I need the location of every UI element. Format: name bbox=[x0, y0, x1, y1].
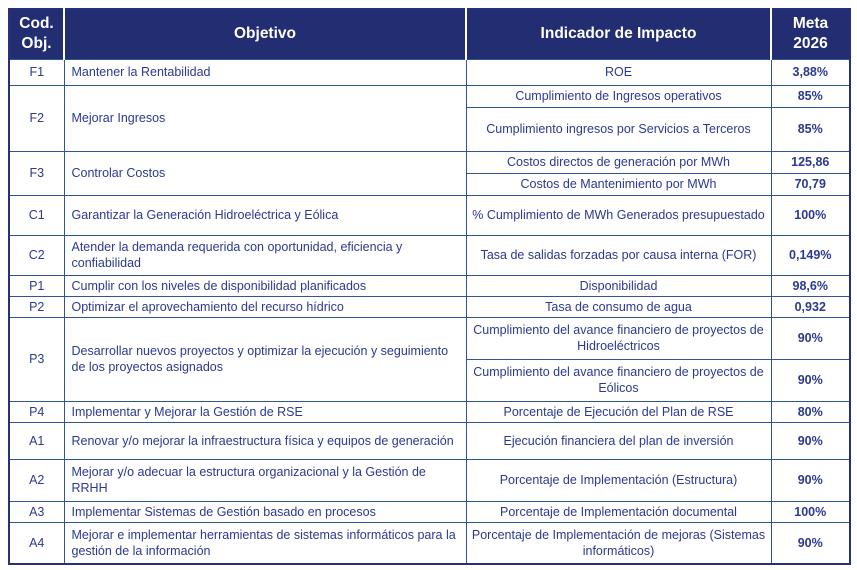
meta-value: 100% bbox=[771, 195, 850, 235]
objective-text: Cumplir con los niveles de disponibilidad planificados bbox=[64, 275, 466, 296]
objective-code: A3 bbox=[9, 501, 64, 522]
meta-value: 90% bbox=[771, 317, 850, 359]
indicator-text: Disponibilidad bbox=[466, 275, 771, 296]
meta-value: 0,149% bbox=[771, 235, 850, 275]
objective-text: Mejorar Ingresos bbox=[64, 85, 466, 151]
meta-value: 98,6% bbox=[771, 275, 850, 296]
table-row bbox=[9, 85, 850, 107]
table-row bbox=[9, 59, 850, 85]
objective-code: A2 bbox=[9, 459, 64, 501]
meta-value: 90% bbox=[771, 422, 850, 459]
indicator-text: % Cumplimiento de MWh Generados presupuestado bbox=[466, 195, 771, 235]
indicator-text: Cumplimiento de Ingresos operativos bbox=[466, 85, 771, 107]
objective-code: F3 bbox=[9, 151, 64, 195]
meta-value: 125,86 bbox=[771, 151, 850, 173]
meta-value: 90% bbox=[771, 522, 850, 564]
table-row bbox=[9, 275, 850, 296]
table-row bbox=[9, 422, 850, 459]
objective-code: P2 bbox=[9, 296, 64, 317]
header-objetivo: Objetivo bbox=[64, 9, 466, 59]
objective-text: Mantener la Rentabilidad bbox=[64, 59, 466, 85]
objective-text: Mejorar e implementar herramientas de sistemas informáticos para la gestión de la información bbox=[64, 522, 466, 564]
objective-text: Garantizar la Generación Hidroeléctrica y Eólica bbox=[64, 195, 466, 235]
table-row bbox=[9, 401, 850, 422]
table-row bbox=[9, 151, 850, 173]
table-row bbox=[9, 501, 850, 522]
indicator-text: Cumplimiento del avance financiero de proyectos de Eólicos bbox=[466, 359, 771, 401]
indicator-text: Costos de Mantenimiento por MWh bbox=[466, 173, 771, 195]
indicator-text: Tasa de salidas forzadas por causa interna (FOR) bbox=[466, 235, 771, 275]
indicator-text: Porcentaje de Implementación (Estructura) bbox=[466, 459, 771, 501]
objective-text: Atender la demanda requerida con oportunidad, eficiencia y confiabilidad bbox=[64, 235, 466, 275]
meta-value: 3,88% bbox=[771, 59, 850, 85]
objective-code: F2 bbox=[9, 85, 64, 151]
indicator-text: Porcentaje de Ejecución del Plan de RSE bbox=[466, 401, 771, 422]
indicator-text: Cumplimiento del avance financiero de proyectos de Hidroeléctricos bbox=[466, 317, 771, 359]
objective-code: P1 bbox=[9, 275, 64, 296]
indicator-text: ROE bbox=[466, 59, 771, 85]
objective-text: Implementar Sistemas de Gestión basado en procesos bbox=[64, 501, 466, 522]
objective-code: C2 bbox=[9, 235, 64, 275]
meta-value: 100% bbox=[771, 501, 850, 522]
meta-value: 0,932 bbox=[771, 296, 850, 317]
indicator-text: Ejecución financiera del plan de inversión bbox=[466, 422, 771, 459]
indicator-text: Porcentaje de Implementación documental bbox=[466, 501, 771, 522]
objective-code: F1 bbox=[9, 59, 64, 85]
table-row bbox=[9, 459, 850, 501]
table-row bbox=[9, 296, 850, 317]
indicator-text: Cumplimiento ingresos por Servicios a Terceros bbox=[466, 107, 771, 151]
header-meta: Meta 2026 bbox=[771, 9, 850, 59]
meta-value: 90% bbox=[771, 459, 850, 501]
table-row bbox=[9, 317, 850, 359]
objective-text: Controlar Costos bbox=[64, 151, 466, 195]
objective-code: A1 bbox=[9, 422, 64, 459]
indicator-text: Porcentaje de Implementación de mejoras (Sistemas informáticos) bbox=[466, 522, 771, 564]
objective-code: P4 bbox=[9, 401, 64, 422]
table-row bbox=[9, 522, 850, 564]
objective-text: Optimizar el aprovechamiento del recurso hídrico bbox=[64, 296, 466, 317]
table-header bbox=[9, 9, 850, 59]
meta-value: 80% bbox=[771, 401, 850, 422]
objective-text: Renovar y/o mejorar la infraestructura física y equipos de generación bbox=[64, 422, 466, 459]
objective-text: Desarrollar nuevos proyectos y optimizar la ejecución y seguimiento de los proyectos asignados bbox=[64, 317, 466, 401]
header-cod-obj: Cod. Obj. bbox=[9, 9, 64, 59]
meta-value: 85% bbox=[771, 85, 850, 107]
objective-text: Implementar y Mejorar la Gestión de RSE bbox=[64, 401, 466, 422]
meta-value: 90% bbox=[771, 359, 850, 401]
objective-code: A4 bbox=[9, 522, 64, 564]
table-row bbox=[9, 195, 850, 235]
objective-code: C1 bbox=[9, 195, 64, 235]
table-row bbox=[9, 235, 850, 275]
indicator-text: Tasa de consumo de agua bbox=[466, 296, 771, 317]
objectives-indicators-table bbox=[8, 8, 851, 565]
meta-value: 85% bbox=[771, 107, 850, 151]
objective-code: P3 bbox=[9, 317, 64, 401]
objective-text: Mejorar y/o adecuar la estructura organizacional y la Gestión de RRHH bbox=[64, 459, 466, 501]
header-indicador: Indicador de Impacto bbox=[466, 9, 771, 59]
meta-value: 70,79 bbox=[771, 173, 850, 195]
indicator-text: Costos directos de generación por MWh bbox=[466, 151, 771, 173]
